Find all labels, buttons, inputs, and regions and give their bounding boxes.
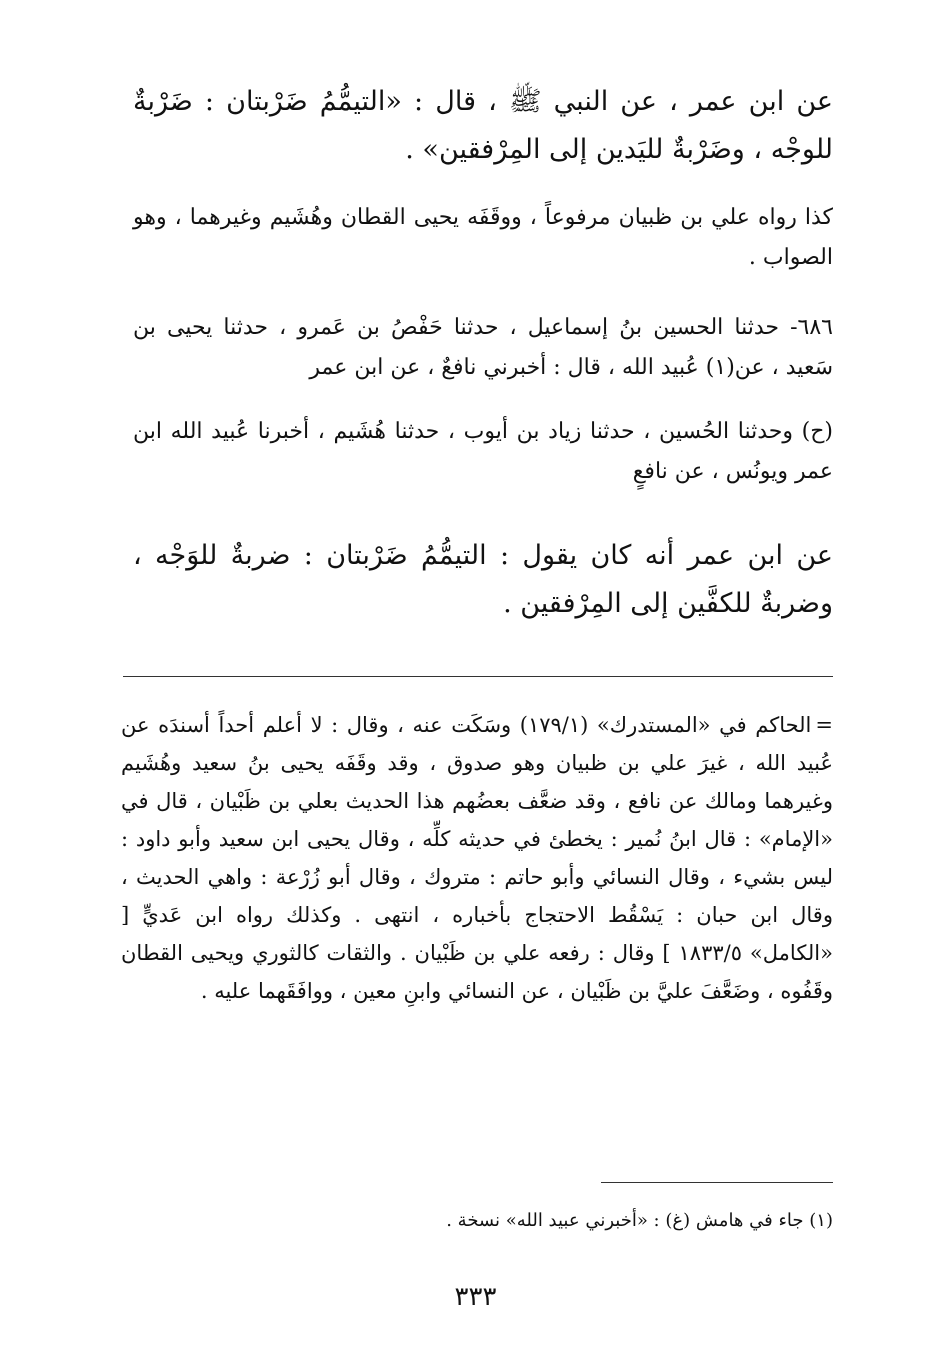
hadith-text-1: عن ابن عمر ، عن النبي ﷺ ، قال : «التيمُّمُ ضَرْبتان : ضَرْبةٌ للوجْه ، وضَرْبةٌ لليَدين إلى المِرْفقين» . [133,86,833,165]
footnote-divider [601,1182,833,1183]
isnad-686: ٦٨٦- حدثنا الحسين بنُ إسماعيل ، حدثنا حَفْصُ بن عَمرو ، حدثنا يحيى بن سَعيد ، عن(١) عُبيد الله ، قال : أخبرني نافعٌ ، عن ابن عمر [133,315,833,380]
commentary-text: الحاكم في «المستدرك» (١٧٩/١) وسَكَت عنه ، وقال : لا أعلم أحداً أسندَه عن عُبيد الله ، غيرَ علي بن ظبيان وهو صدوق ، وقد وقَفَه يحيى بنُ سعيد وهُشَيم وغيرهما ومالك عن نافع ، وقد ضعَّف بعضُهم هذا الحديث بعلي بن ظَبْيان ، قال في «الإمام» : قال ابنُ نُمير : يخطئ في حديثه كلِّه ، وقال يحيى ابن سعيد وأبو داود : ليس بشيء ، وقال النسائي وأبو حاتم : متروك ، وقال أبو زُرْعة : واهي الحديث ، وقال ابن حبان : يَسْقُط الاحتجاج بأخباره ، انتهى . وكذلك رواه ابن عَديٍّ [ «الكامل» ١٨٣٣/٥ ] وقال : رفعه علي بن ظَبْيان . والثقات كالثوري ويحيى القطان وقَفُوه ، وضَعَّفَ عليَّ بن ظَبْيان ، عن النسائي وابنِ معين ، ووافَقَهما عليه . [121,713,833,1003]
hadith-text-2: عن ابن عمر أنه كان يقول : التيمُّمُ ضَرْبتان : ضربةٌ للوَجْه ، وضربةٌ للكفَّين إلى المِرْفقين . [133,540,833,619]
continuation-mark: = [815,713,833,737]
page-number: ٣٣٣ [454,1282,497,1312]
footnote: (١) جاء في هامش (غ) : «أخبرني عبيد الله» نسخة . [446,1210,833,1231]
commentary-divider [123,676,833,677]
isnad-secondary: (ح) وحدثنا الحُسين ، حدثنا زياد بن أيوب ، حدثنا هُشَيم ، أخبرنا عُبيد الله ابن عمر ويونُس ، عن نافعٍ [133,419,833,484]
narration-note: كذا رواه علي بن ظبيان مرفوعاً ، ووقَفَه يحيى القطان وهُشَيم وغيرهما ، وهو الصواب . [133,205,833,270]
commentary [121,706,833,1010]
